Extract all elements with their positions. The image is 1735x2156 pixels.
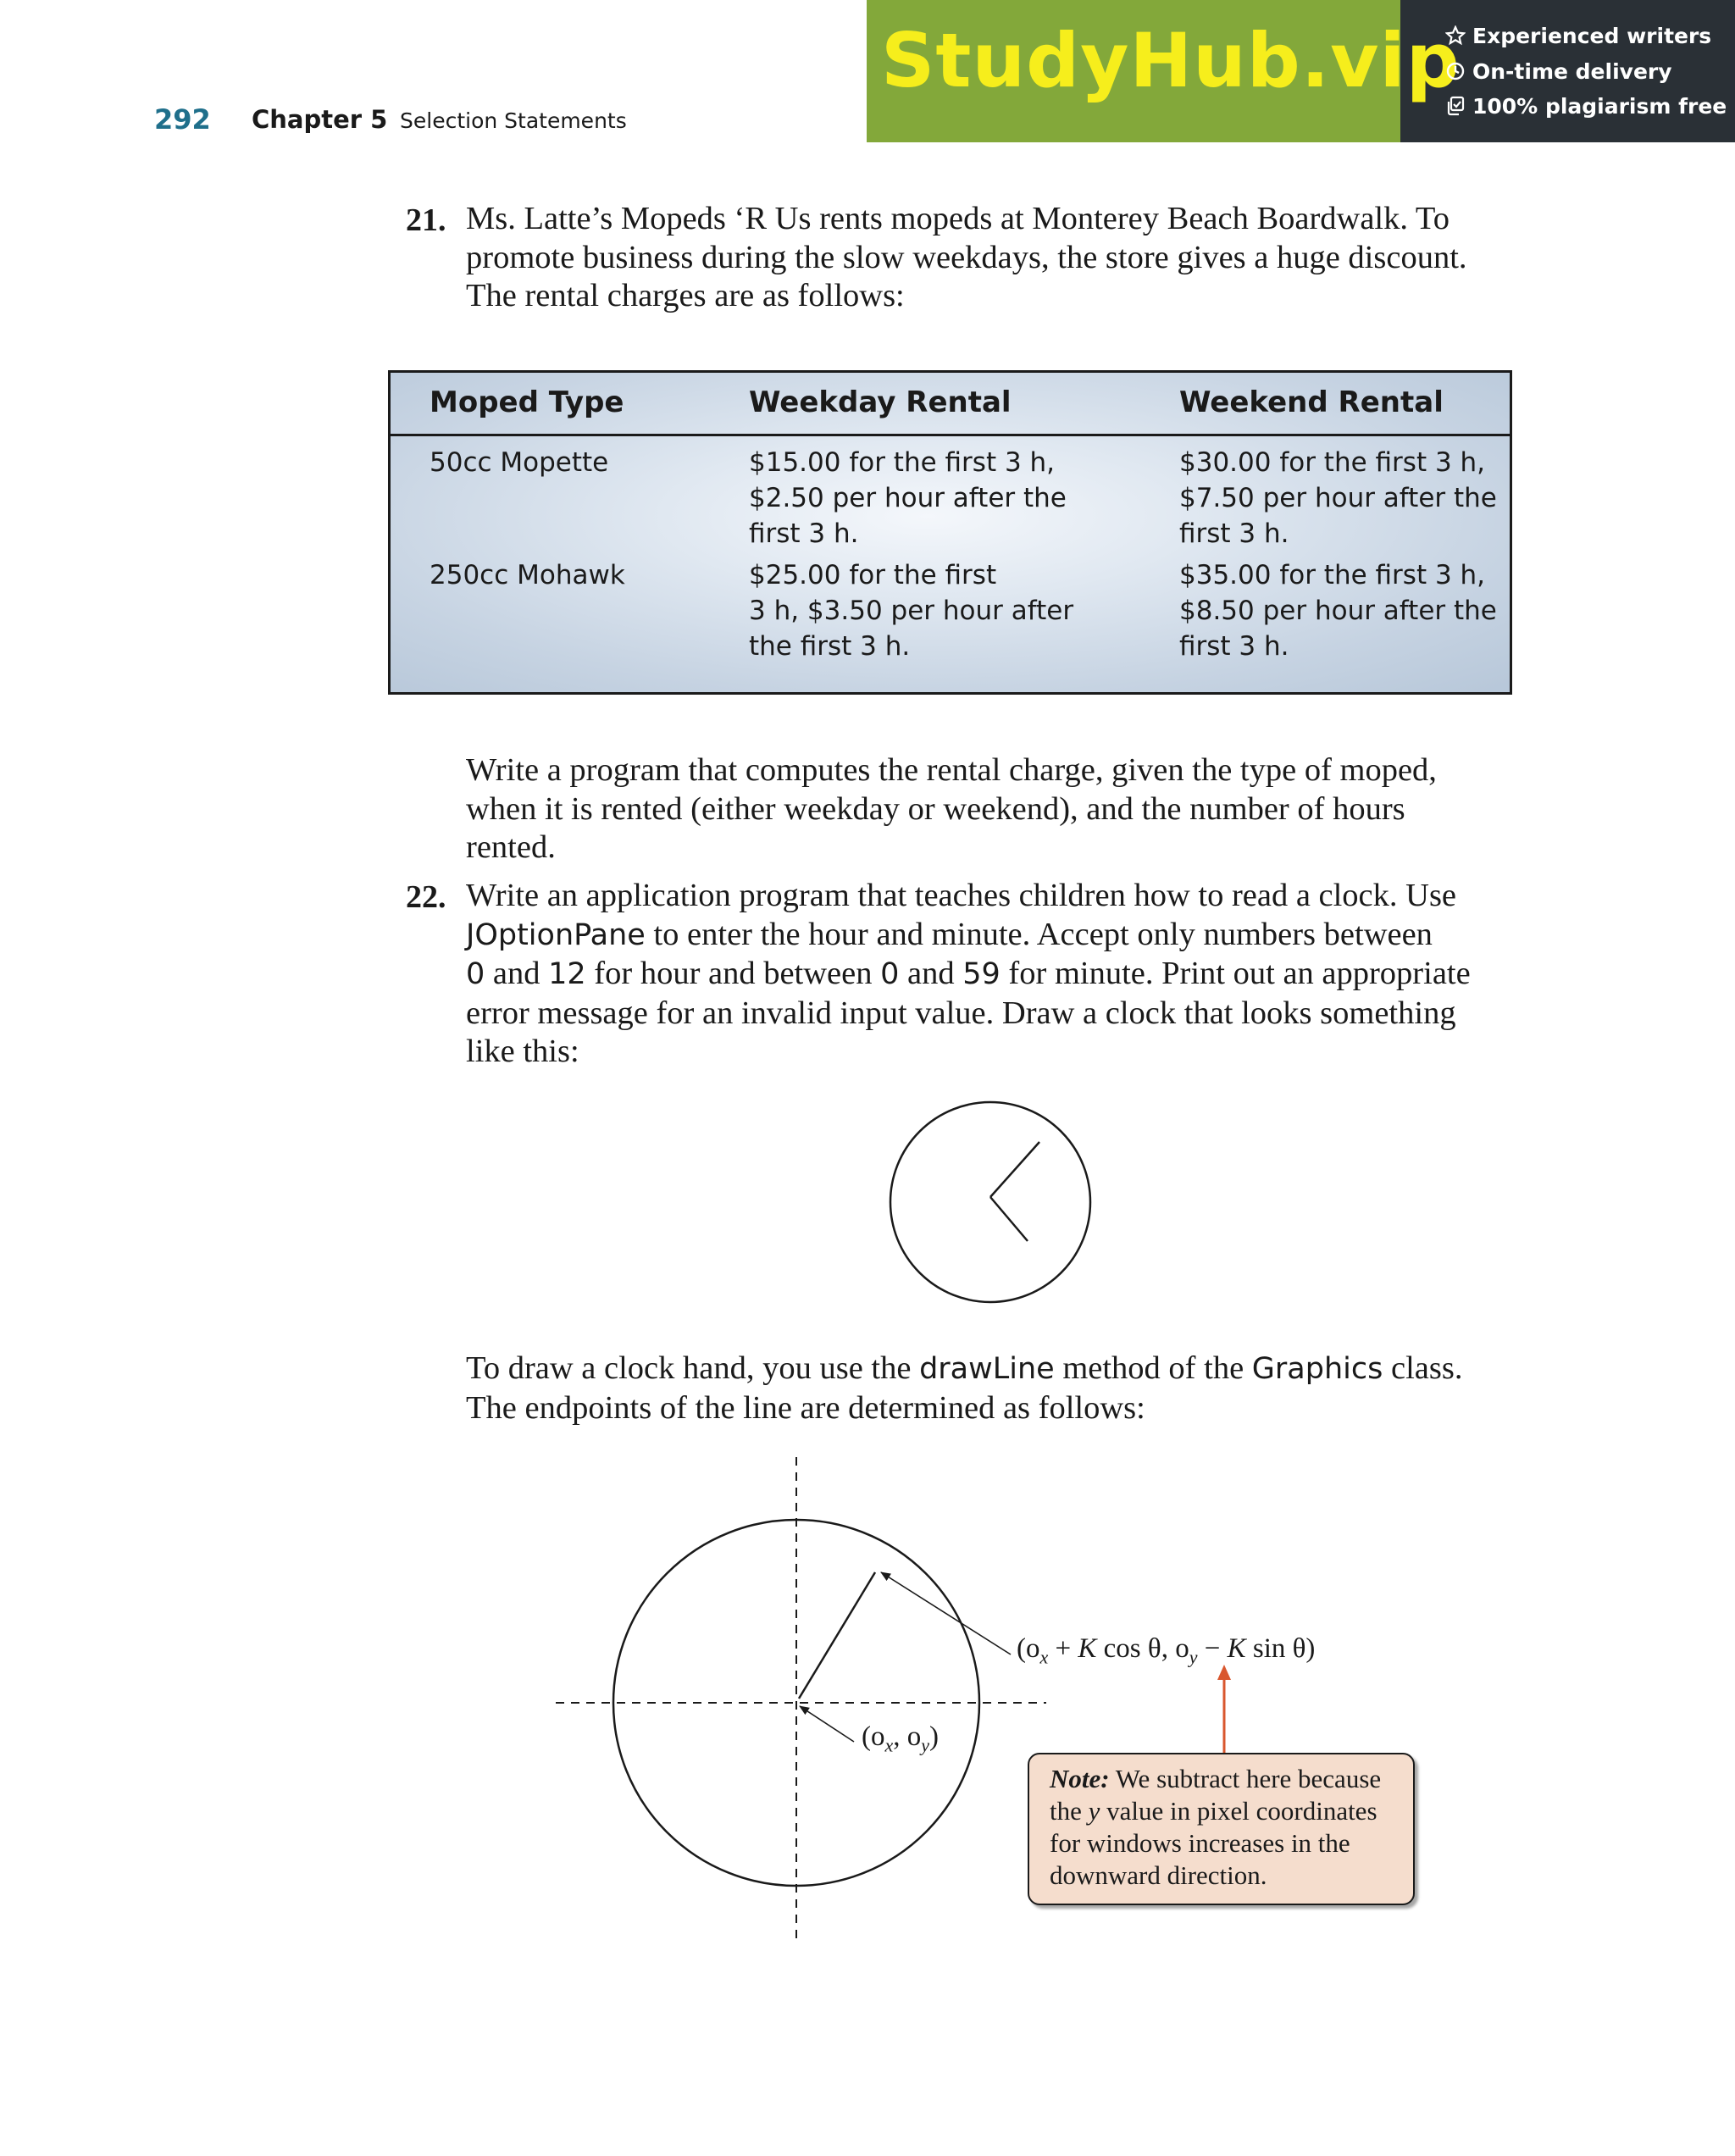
origin-label — [862, 1721, 939, 1757]
problem-21-line: Write a program that computes the rental charge, given the type of moped, — [466, 752, 1437, 788]
endpoint-label — [1017, 1633, 1315, 1669]
page-number: 292 — [154, 103, 211, 136]
feature-plagiarism-free: 100% plagiarism free — [1472, 94, 1727, 119]
clock-hand-line — [799, 1572, 875, 1699]
text-run: , o — [893, 1721, 922, 1752]
problem-number-21: 21. — [406, 202, 446, 238]
code-graphics: Graphics — [1251, 1352, 1383, 1386]
problem-22-line: error message for an invalid input value. Draw a clock that looks something — [466, 995, 1456, 1031]
problem-21-line: promote business during the slow weekdays, the store gives a huge discount. — [466, 239, 1467, 275]
text-run: the — [1050, 1796, 1089, 1826]
feature-experienced-writers: Experienced writers — [1472, 24, 1712, 48]
problem-21-instructions — [466, 751, 1542, 867]
clock-face — [890, 1102, 1090, 1302]
text-run: to enter the hour and minute. Accept only numbers between — [645, 916, 1433, 952]
cell-line: $2.50 per hour after the — [749, 483, 1067, 513]
code-literal: 12 — [548, 957, 586, 991]
table-cell-weekend — [1179, 445, 1497, 551]
problem-22-line — [466, 955, 1542, 995]
clock-icon — [1445, 61, 1466, 81]
table-cell-moped-type: 250cc Mohawk — [430, 560, 625, 590]
cell-line: $15.00 for the first 3 h, — [749, 447, 1056, 478]
feature-on-time-delivery: On-time delivery — [1472, 59, 1672, 84]
variable-k: K — [1078, 1633, 1097, 1664]
text-run: (o — [862, 1721, 885, 1752]
cell-line: first 3 h. — [1179, 631, 1289, 662]
draw-line-explanation — [466, 1350, 1542, 1427]
text-run: class. — [1383, 1350, 1463, 1386]
explanation-line — [466, 1350, 1542, 1389]
cell-line: $25.00 for the first — [749, 560, 997, 590]
problem-22-text — [466, 877, 1542, 1072]
text-run: To draw a clock hand, you use the — [466, 1350, 920, 1386]
problem-21-line: Ms. Latte’s Mopeds ‘R Us rents mopeds at Monterey Beach Boardwalk. To — [466, 201, 1450, 236]
note-box — [1028, 1753, 1415, 1905]
studyhub-logo[interactable]: StudyHub.vip — [881, 17, 1461, 104]
section-title: Selection Statements — [400, 108, 627, 133]
text-run: for minute. Print out an appropriate — [1000, 956, 1471, 991]
column-header-weekend: Weekend Rental — [1179, 385, 1444, 419]
table-cell-moped-type: 50cc Mopette — [430, 447, 609, 478]
subscript-x: x — [884, 1734, 894, 1756]
subscript-y: y — [921, 1734, 930, 1756]
cell-line: 3 h, $3.50 per hour after — [749, 596, 1074, 626]
note-arrow — [1211, 1665, 1237, 1754]
cell-line: first 3 h. — [749, 518, 859, 549]
star-icon — [1445, 25, 1466, 46]
text-run: We subtract here because — [1109, 1764, 1382, 1793]
note-arrow-head — [1217, 1665, 1231, 1680]
endpoint-pointer — [881, 1572, 1011, 1654]
text-run: (o — [1017, 1633, 1040, 1664]
copy-check-icon — [1445, 96, 1466, 116]
text-run: for hour and between — [585, 956, 881, 991]
text-run: method of the — [1054, 1350, 1252, 1386]
origin-pointer — [800, 1706, 854, 1742]
text-run: sin θ) — [1245, 1633, 1316, 1664]
code-joptionpane: JOptionPane — [466, 917, 646, 952]
table-cell-weekday — [749, 445, 1067, 551]
cell-line: $7.50 per hour after the — [1179, 483, 1497, 513]
table-cell-weekday — [749, 557, 1073, 664]
subscript-x: x — [1039, 1646, 1049, 1668]
text-run: + — [1048, 1633, 1078, 1664]
cell-line: $35.00 for the first 3 h, — [1179, 560, 1486, 590]
problem-21-line: rented. — [466, 829, 556, 865]
problem-21-text — [466, 200, 1542, 316]
clock-figure — [885, 1097, 1097, 1309]
subscript-y: y — [1189, 1646, 1198, 1668]
table-cell-weekend — [1179, 557, 1497, 664]
cell-line: the first 3 h. — [749, 631, 911, 662]
column-header-moped-type: Moped Type — [430, 385, 624, 419]
text-run: value in pixel coordinates — [1100, 1796, 1377, 1826]
code-literal: 0 — [466, 957, 485, 991]
text-run: cos θ, o — [1096, 1633, 1189, 1664]
text-run: and — [485, 956, 549, 991]
problem-22-line: like this: — [466, 1034, 579, 1069]
note-variable-y: y — [1088, 1796, 1100, 1826]
clock-minute-hand — [990, 1142, 1039, 1197]
table-header-divider — [391, 434, 1510, 436]
clock-hour-hand — [990, 1197, 1028, 1241]
code-literal: 59 — [962, 957, 1001, 991]
problem-21-line: when it is rented (either weekday or weekend), and the number of hours — [466, 790, 1405, 827]
chapter-label: Chapter 5 — [252, 105, 388, 134]
problem-number-22: 22. — [406, 879, 446, 915]
cell-line: first 3 h. — [1179, 518, 1289, 549]
note-line — [1050, 1795, 1396, 1827]
note-line: downward direction. — [1050, 1860, 1267, 1890]
text-run: ) — [929, 1721, 940, 1752]
note-line — [1050, 1763, 1396, 1795]
problem-22-line — [466, 916, 1542, 956]
cell-line: $8.50 per hour after the — [1179, 596, 1497, 626]
column-header-weekday: Weekday Rental — [749, 385, 1012, 419]
text-run: and — [899, 956, 963, 991]
cell-line: $30.00 for the first 3 h, — [1179, 447, 1486, 478]
code-literal: 0 — [880, 957, 900, 991]
note-line: for windows increases in the — [1050, 1828, 1350, 1858]
note-label: Note: — [1050, 1764, 1110, 1793]
variable-k: K — [1227, 1633, 1246, 1664]
code-drawline: drawLine — [919, 1352, 1055, 1386]
problem-22-line: Write an application program that teaches children how to read a clock. Use — [466, 878, 1457, 913]
explanation-line: The endpoints of the line are determined as follows: — [466, 1389, 1145, 1426]
text-run: − — [1197, 1633, 1228, 1664]
problem-21-line: The rental charges are as follows: — [466, 278, 905, 313]
